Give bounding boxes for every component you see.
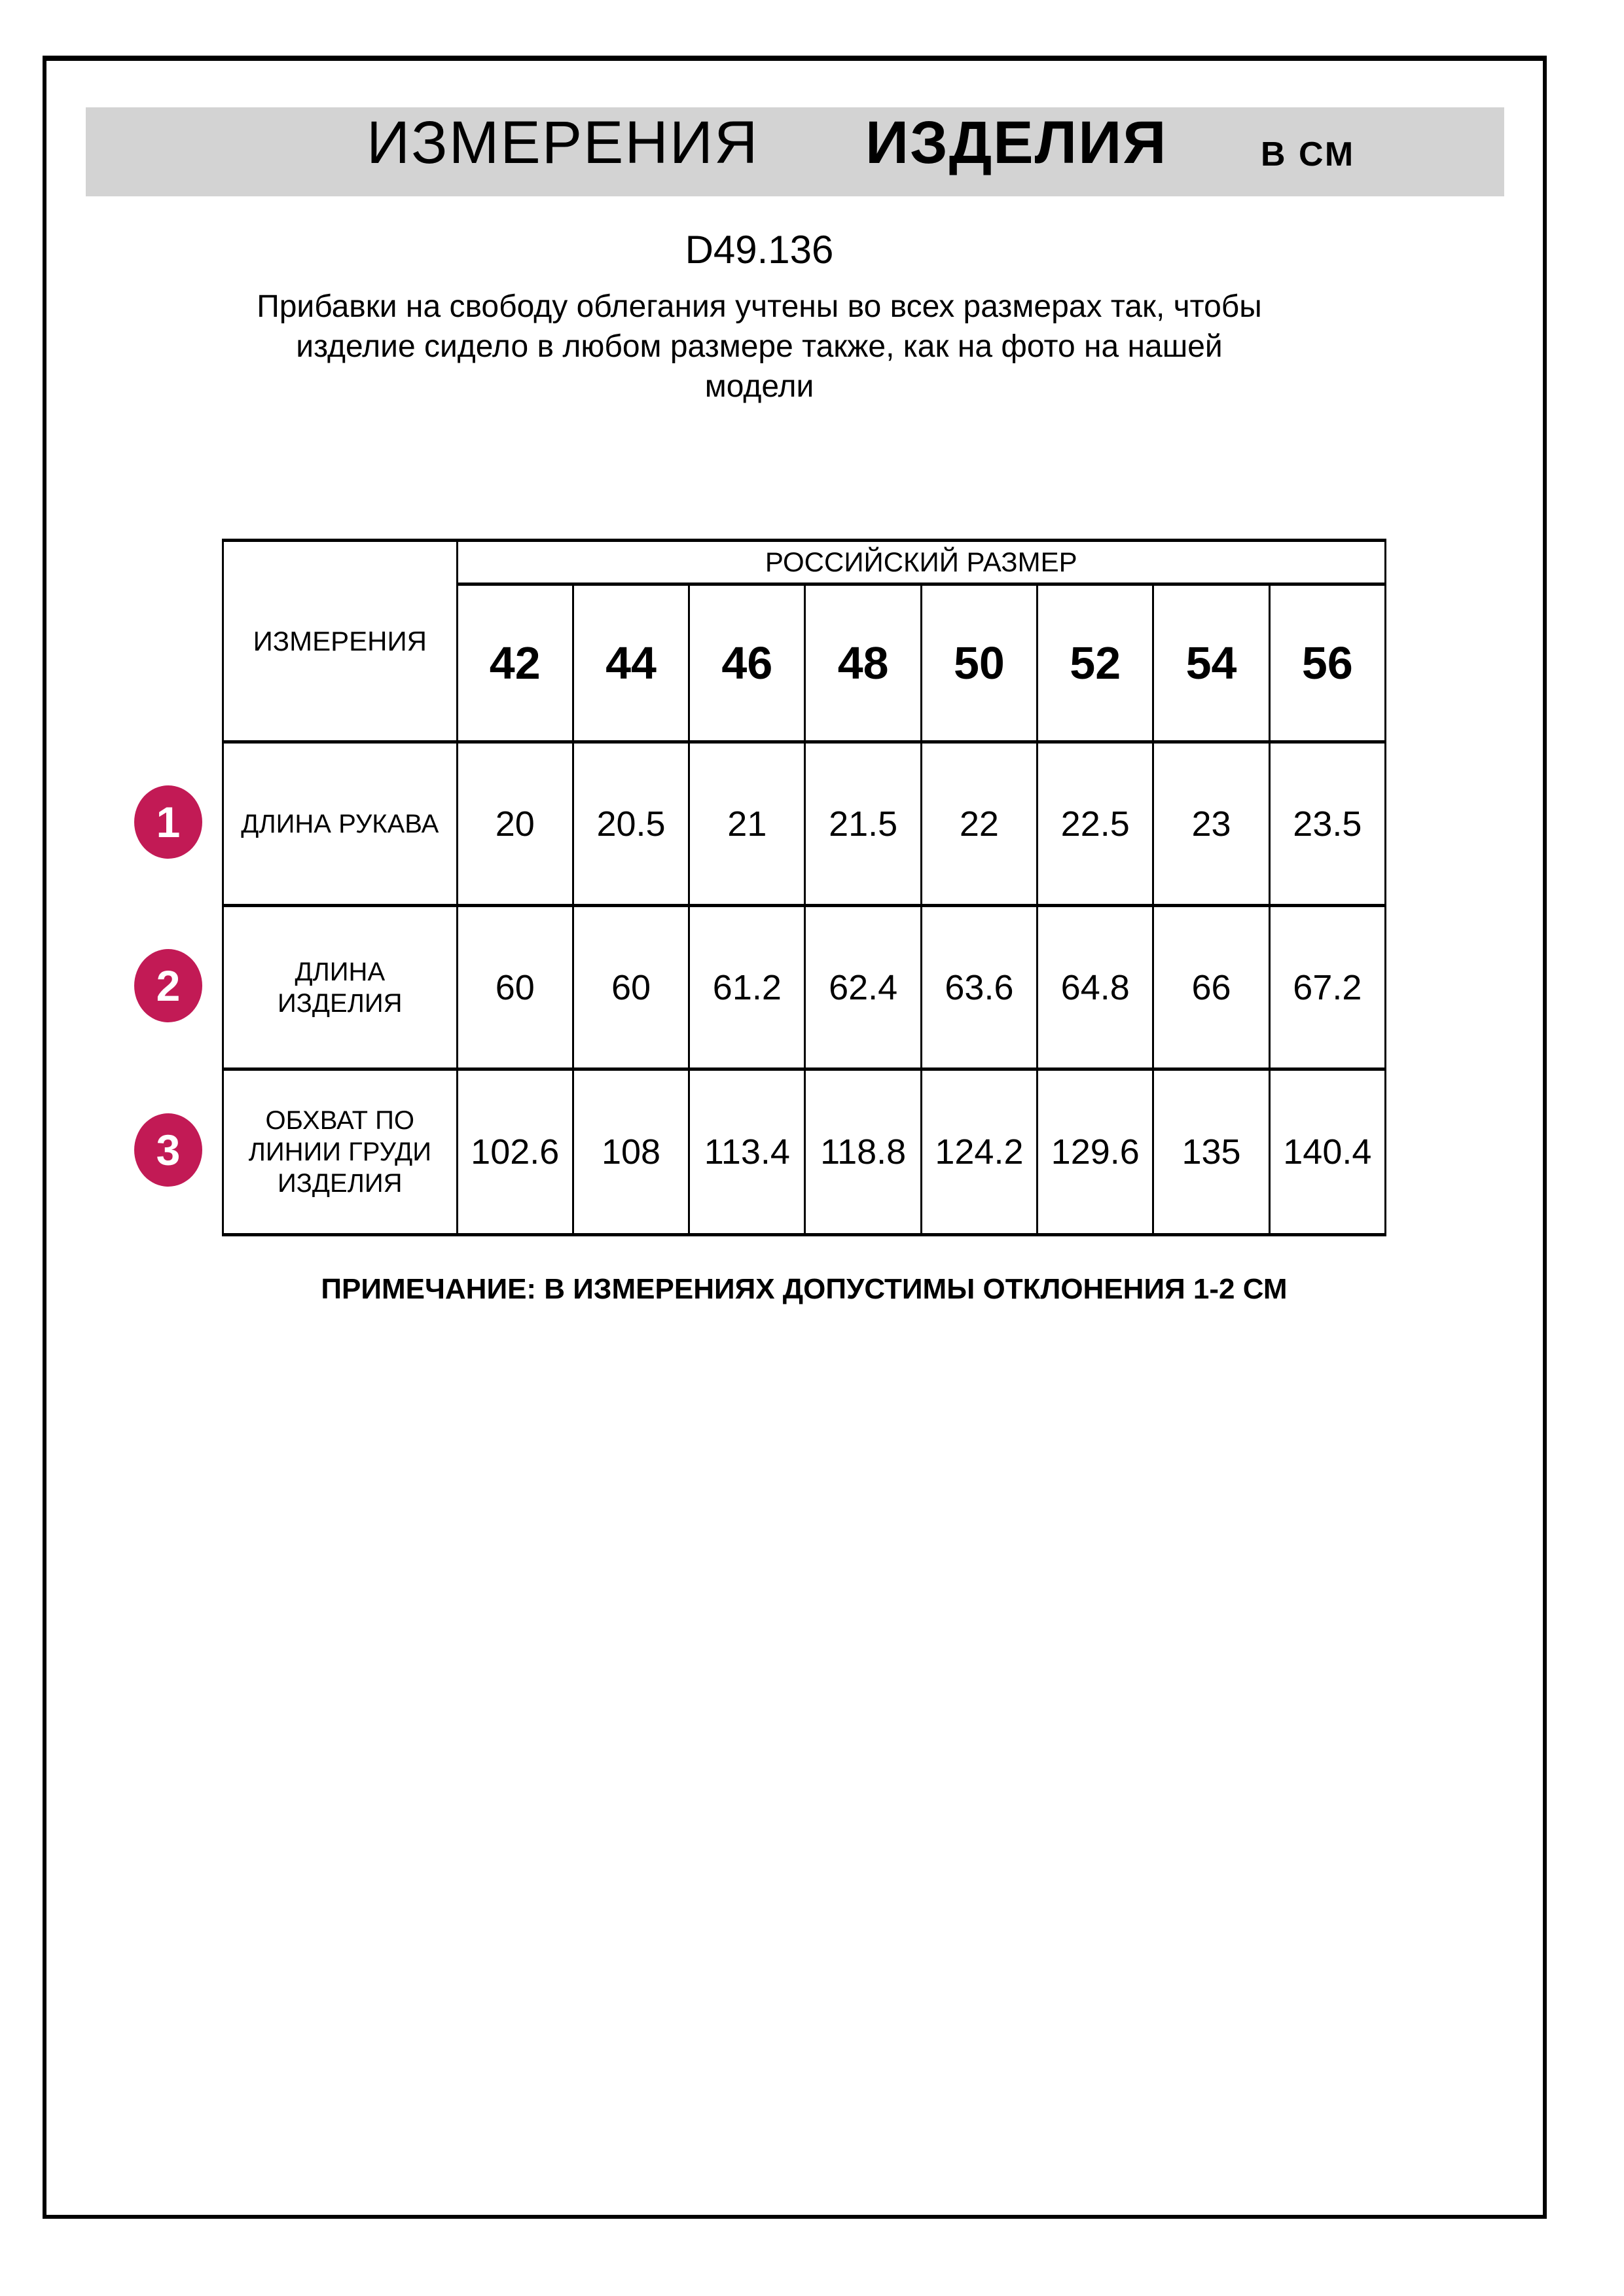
row-label (223, 906, 458, 1069)
page-title-word-measurements: ИЗМЕРЕНИЯ (367, 109, 759, 176)
fit-description-line: изделие сидело в любом размере также, как на фото на нашей (296, 329, 1223, 364)
row-label-line: ЛИНИИ ГРУДИ (248, 1138, 431, 1166)
row-number-badge-2: 2 (134, 949, 202, 1022)
row-number-badge-1: 1 (134, 785, 202, 859)
product-code: D49.136 (685, 228, 834, 272)
row-label-line: ДЛИНА РУКАВА (241, 809, 439, 838)
size-col-header: 46 (689, 584, 805, 742)
measurement-value: 67.2 (1269, 906, 1385, 1069)
row-label (223, 742, 458, 906)
measurements-column-header: ИЗМЕРЕНИЯ (223, 541, 458, 742)
row-label-line: ИЗДЕЛИЯ (278, 988, 403, 1018)
size-col-header: 52 (1038, 584, 1153, 742)
measurement-value: 140.4 (1269, 1069, 1385, 1235)
table-row-sleeve-length (223, 742, 1386, 906)
measurement-value: 61.2 (689, 906, 805, 1069)
measurement-value: 64.8 (1038, 906, 1153, 1069)
row-label-line: ДЛИНА (295, 957, 386, 986)
size-col-header: 44 (573, 584, 689, 742)
measurement-value: 23.5 (1269, 742, 1385, 906)
measurement-value: 21 (689, 742, 805, 906)
fit-description-line: Прибавки на свободу облегания учтены во всех размерах так, чтобы (257, 289, 1262, 324)
tolerance-note: ПРИМЕЧАНИЕ: В ИЗМЕРЕНИЯХ ДОПУСТИМЫ ОТКЛОНЕНИЯ 1-2 СМ (321, 1273, 1288, 1305)
measurement-value: 63.6 (921, 906, 1037, 1069)
table-row-chest-girth (223, 1069, 1386, 1235)
table-row-item-length (223, 906, 1386, 1069)
row-label (223, 1069, 458, 1235)
measurement-value: 23 (1153, 742, 1269, 906)
size-col-header: 50 (921, 584, 1037, 742)
measurement-value: 102.6 (457, 1069, 573, 1235)
measurement-value: 60 (457, 906, 573, 1069)
measurement-value: 60 (573, 906, 689, 1069)
measurement-value: 62.4 (805, 906, 921, 1069)
fit-description-line: модели (704, 369, 814, 404)
measurement-value: 22.5 (1038, 742, 1153, 906)
measurement-value: 22 (921, 742, 1037, 906)
fit-description (223, 287, 1296, 406)
measurement-value: 20 (457, 742, 573, 906)
size-col-header: 56 (1269, 584, 1385, 742)
measurement-value: 20.5 (573, 742, 689, 906)
measurement-value: 124.2 (921, 1069, 1037, 1235)
size-col-header: 48 (805, 584, 921, 742)
measurement-value: 113.4 (689, 1069, 805, 1235)
measurement-value: 118.8 (805, 1069, 921, 1235)
page-title-unit: В СМ (1261, 135, 1356, 173)
measurement-value: 21.5 (805, 742, 921, 906)
size-col-header: 54 (1153, 584, 1269, 742)
measurement-value: 135 (1153, 1069, 1269, 1235)
measurement-value: 129.6 (1038, 1069, 1153, 1235)
russian-size-header: РОССИЙСКИЙ РАЗМЕР (457, 541, 1385, 584)
row-label-line: ИЗДЕЛИЯ (278, 1169, 403, 1198)
table-row-group-header (223, 541, 1386, 584)
measurement-value: 108 (573, 1069, 689, 1235)
row-label-line: ОБХВАТ ПО (265, 1106, 415, 1135)
size-table (222, 539, 1386, 1236)
size-col-header: 42 (457, 584, 573, 742)
measurement-value: 66 (1153, 906, 1269, 1069)
row-number-badge-3: 3 (134, 1113, 202, 1187)
page-title-word-product: ИЗДЕЛИЯ (865, 109, 1168, 176)
